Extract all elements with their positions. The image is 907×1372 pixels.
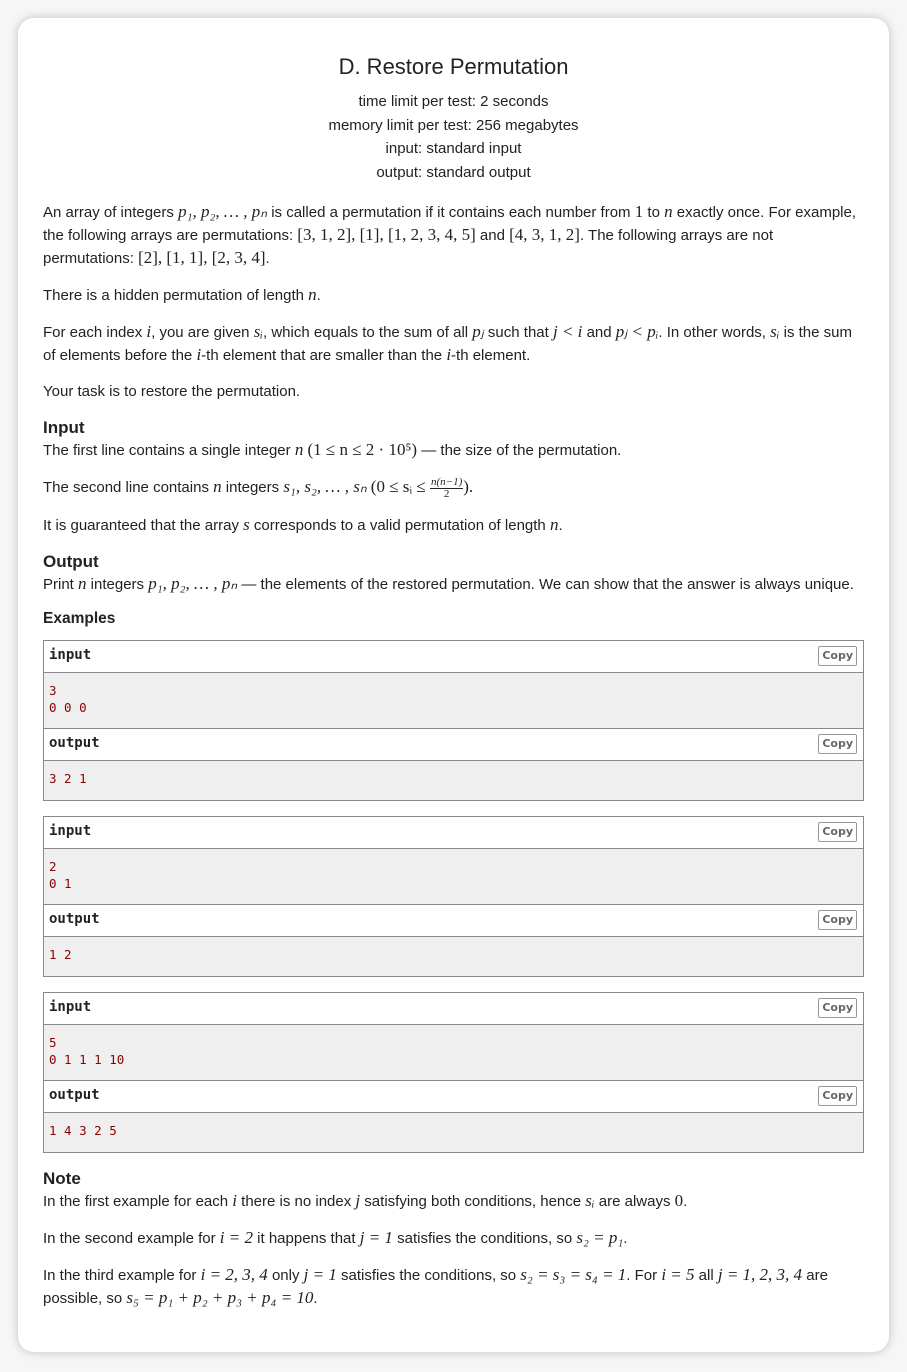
sample-tests (43, 610, 864, 1153)
example-1-input-header: input Copy (44, 641, 863, 673)
example-3-input[interactable]: 5 0 1 1 1 10 (44, 1025, 863, 1081)
output-file: output: standard output (376, 163, 531, 181)
input-section-title: Input (43, 418, 85, 437)
copy-button[interactable]: Copy (818, 822, 857, 842)
input-line-2: The second line contains n integers s₁, s₂, … , sₙ (0 ≤ sᵢ ≤ $\frac{n(n-1)}{2}$ ). (43, 475, 474, 500)
copy-button[interactable]: Copy (818, 998, 857, 1018)
example-1-output-header: output Copy (44, 729, 863, 761)
copy-button[interactable]: Copy (818, 910, 857, 930)
example-2-output[interactable]: 1 2 (44, 937, 863, 976)
example-3-output-header: output Copy (44, 1081, 863, 1113)
example-2 (43, 816, 864, 977)
example-2-input-header: input Copy (44, 817, 863, 849)
output-specification (43, 551, 864, 596)
example-2-input[interactable]: 2 0 1 (44, 849, 863, 905)
note-paragraph-2: In the second example for i = 2 it happens that j = 1 satisfies the conditions, so s₂ = p₁. (43, 1227, 628, 1247)
time-limit: time limit per test: 2 seconds (358, 93, 549, 110)
problem-title: D. Restore Permutation (338, 54, 569, 79)
example-1-input[interactable]: 3 0 0 0 (44, 673, 863, 729)
legend-paragraph-2: There is a hidden permutation of length n. (43, 285, 321, 304)
copy-button[interactable]: Copy (818, 646, 857, 666)
fraction: $\frac{n(n-1)}{2}$ (431, 475, 463, 500)
legend-paragraph-4: Your task is to restore the permutation. (43, 383, 301, 400)
problem-card (18, 18, 889, 1352)
note-section (43, 1168, 864, 1310)
note-paragraph-1: In the first example for each i there is no index j satisfying both conditions, hence sᵢ are always 0. (43, 1190, 688, 1210)
input-line-1: The first line contains a single integer n (1 ≤ n ≤ 2 · 10⁵) — the size of the permutation. (43, 440, 622, 459)
copy-button[interactable]: Copy (818, 734, 857, 754)
examples-title: Examples (43, 609, 116, 627)
copy-button[interactable]: Copy (818, 1086, 857, 1106)
example-3-input-header: input Copy (44, 993, 863, 1025)
note-paragraph-3: In the third example for i = 2, 3, 4 only j = 1 satisfies the conditions, so s₂ = s₃ = s₄ = 1. For i = 5 all j = 1, 2, 3, 4 are possible, so s₅ = p₁ + p₂ + p₃ + p₄ = 10. (43, 1264, 828, 1307)
input-specification (43, 417, 864, 537)
note-title: Note (43, 1168, 81, 1188)
problem-header (43, 54, 864, 184)
example-1 (43, 640, 864, 801)
legend (43, 201, 864, 403)
example-2-output-header: output Copy (44, 905, 863, 937)
example-1-output[interactable]: 3 2 1 (44, 761, 863, 800)
example-3 (43, 992, 864, 1153)
example-3-output[interactable]: 1 4 3 2 5 (44, 1113, 863, 1152)
memory-limit: memory limit per test: 256 megabytes (328, 116, 579, 134)
legend-paragraph-1: An array of integers p₁, p₂, … , pₙ is called a permutation if it contains each number from 1 to n exactly once. For example, the following arrays are permutations: [3, 1, 2], [1], [1, 2, 3, 4, 5] and [4, 3, 1, 2]. The following arrays are not permutations: [2], [1, 1], [2, 3, 4]. (43, 202, 857, 267)
legend-paragraph-3: For each index i, you are given sᵢ, which equals to the sum of all pⱼ such that j < i and pⱼ < pᵢ. In other words, sᵢ is the sum of elements before the i-th element that are smaller than the i-th element. (43, 322, 852, 364)
input-line-3: It is guaranteed that the array s corresponds to a valid permutation of length n. (43, 514, 563, 534)
input-file: input: standard input (385, 140, 522, 157)
output-section-title: Output (43, 551, 99, 571)
output-line-1: Print n integers p₁, p₂, … , pₙ — the elements of the restored permutation. We can show that the answer is always unique. (43, 573, 854, 593)
